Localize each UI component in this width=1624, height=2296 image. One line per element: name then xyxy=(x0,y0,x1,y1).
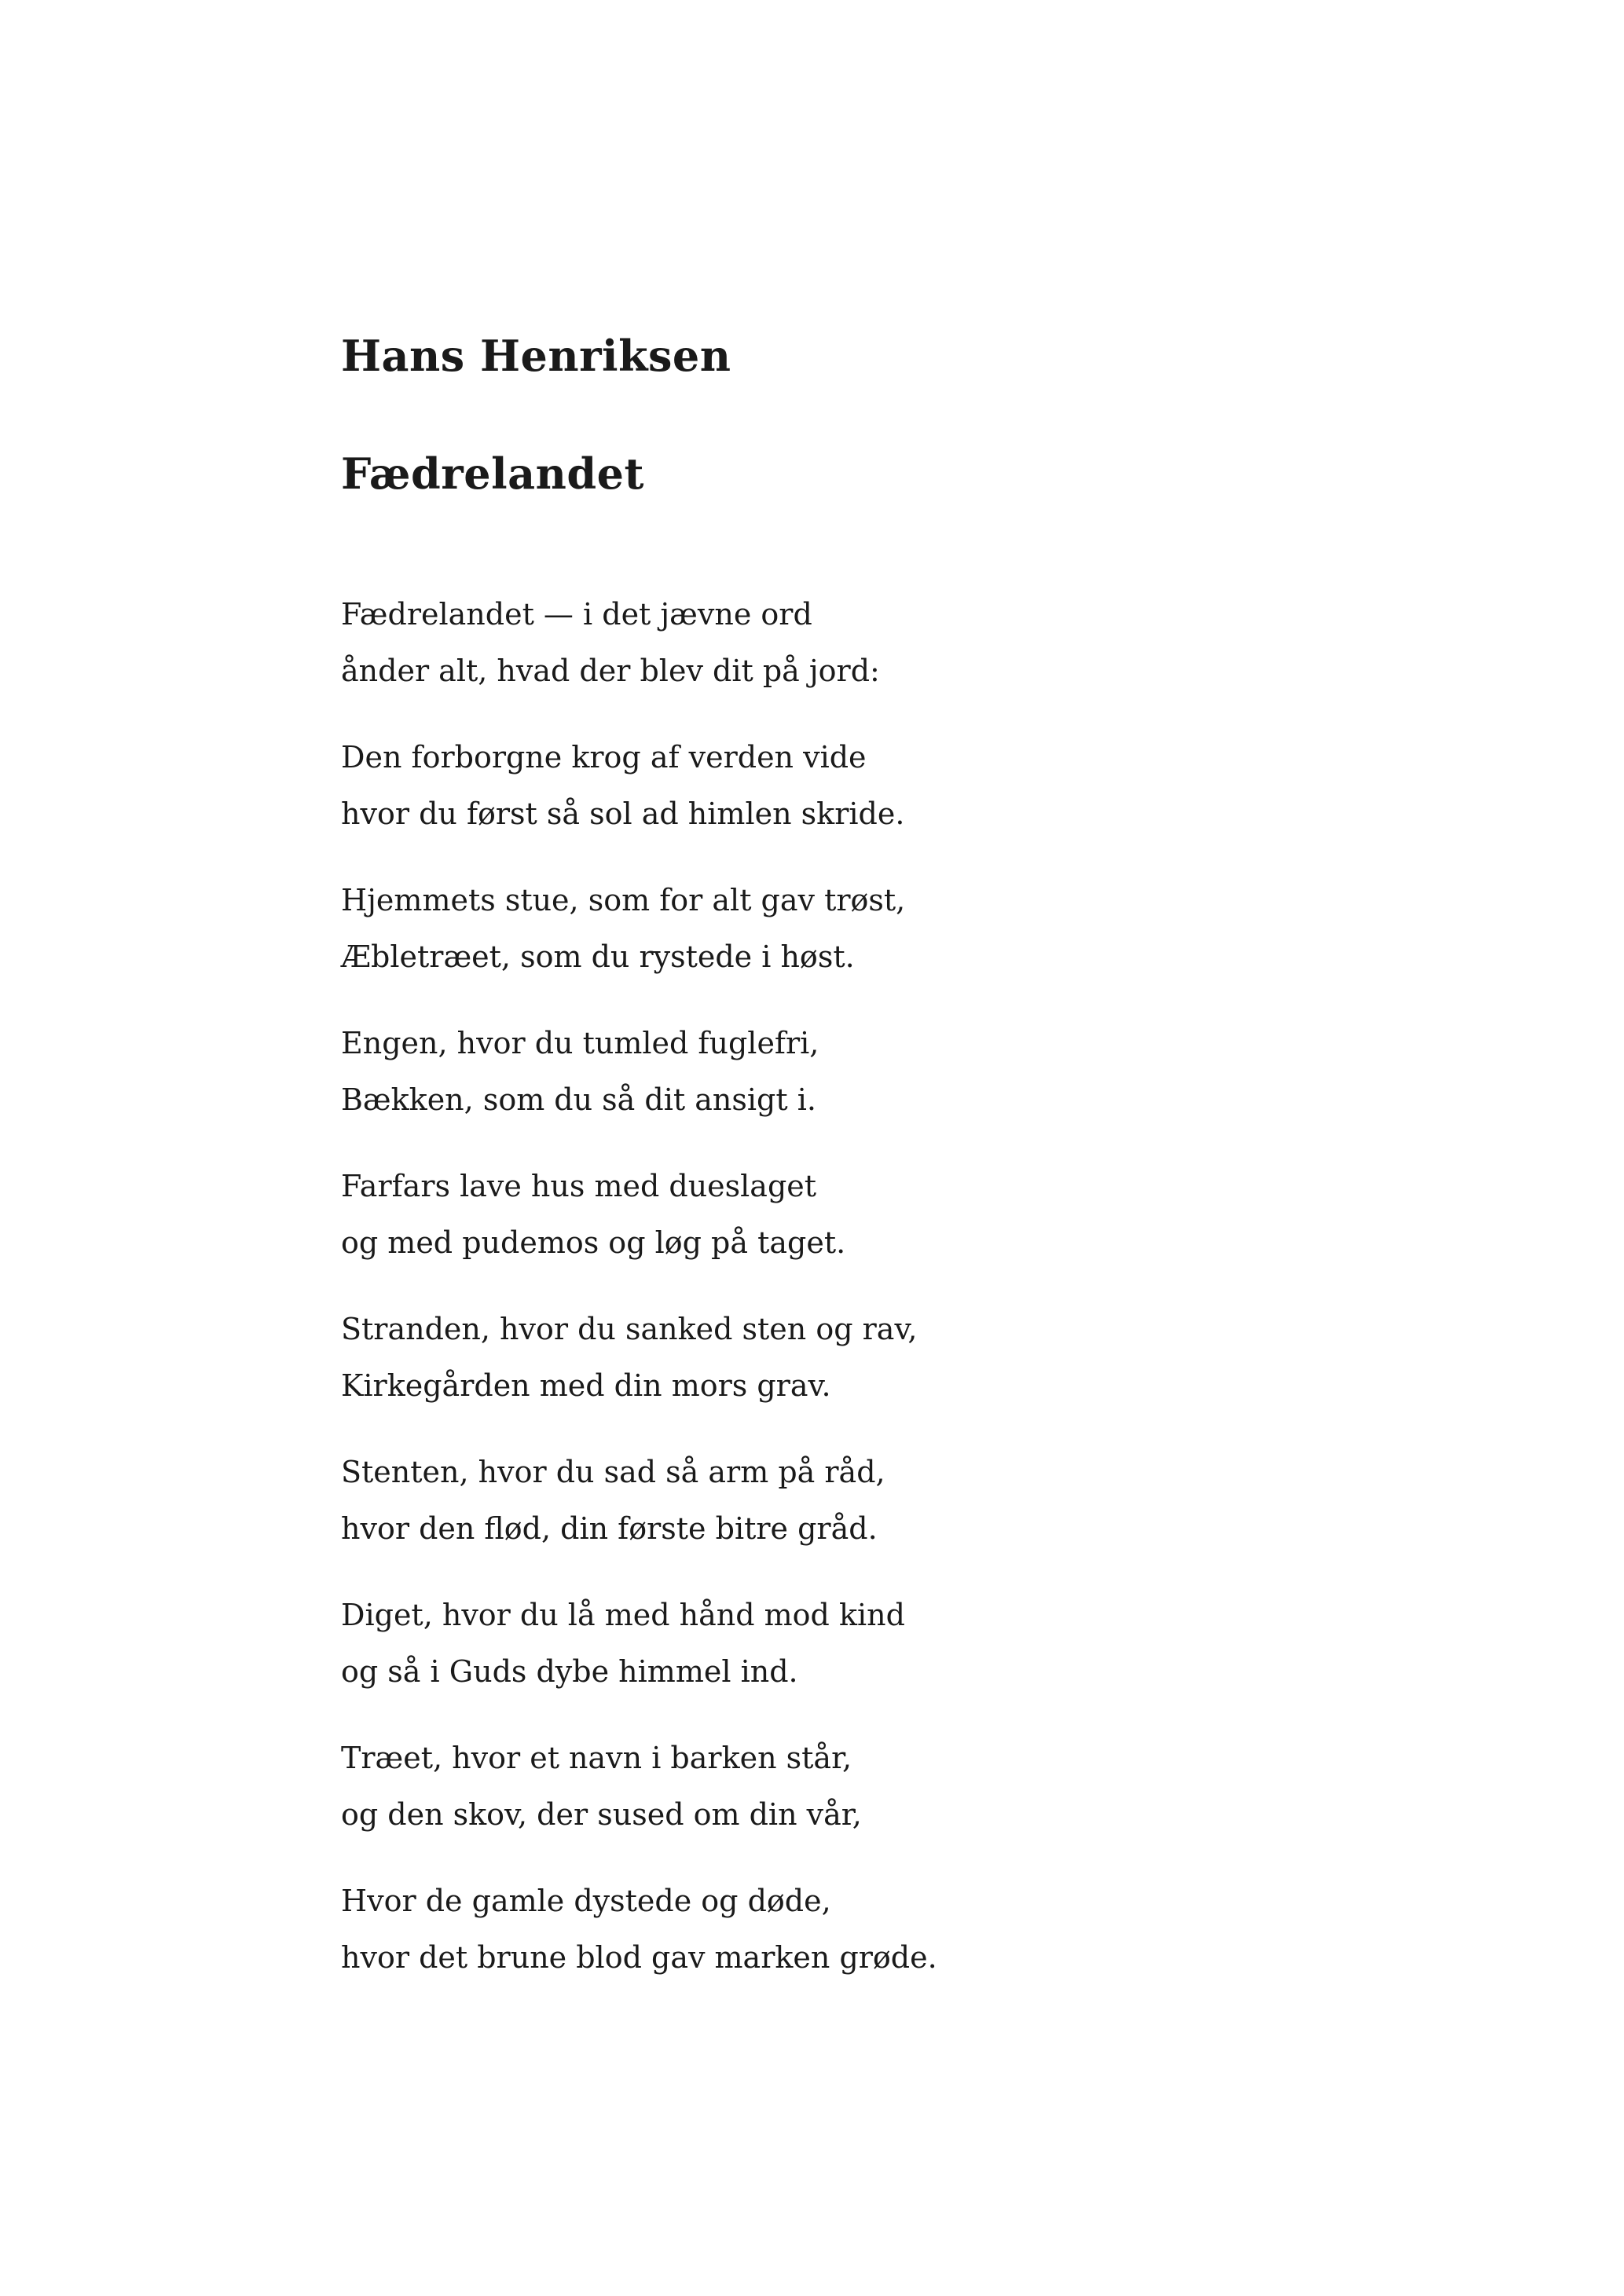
stanza xyxy=(341,729,1362,842)
poem-body xyxy=(341,586,1362,2016)
poem-line: og med pudemos og løg på taget. xyxy=(341,1225,846,1260)
poem-line: Stranden, hvor du sanked sten og rav, xyxy=(341,1312,918,1346)
poem-line: Farfars lave hus med dueslaget xyxy=(341,1169,817,1203)
poem-line: Diget, hvor du lå med hånd mod kind xyxy=(341,1598,905,1632)
poem-line: hvor du først så sol ad himlen skride. xyxy=(341,796,905,831)
author-heading: Hans Henriksen xyxy=(341,331,731,381)
stanza xyxy=(341,1587,1362,1700)
poem-line: Kirkegården med din mors grav. xyxy=(341,1368,831,1403)
stanza xyxy=(341,1444,1362,1557)
poem-line: Træet, hvor et navn i barken står, xyxy=(341,1741,852,1775)
poem-line: Engen, hvor du tumled fuglefri, xyxy=(341,1026,819,1060)
stanza xyxy=(341,586,1362,699)
poem-line: og den skov, der sused om din vår, xyxy=(341,1797,862,1832)
poem-line: Stenten, hvor du sad så arm på råd, xyxy=(341,1455,885,1489)
poem-line: Æbletræet, som du rystede i høst. xyxy=(341,939,855,974)
stanza xyxy=(341,1301,1362,1414)
poem-line: ånder alt, hvad der blev dit på jord: xyxy=(341,654,880,688)
poem-line: Hjemmets stue, som for alt gav trøst, xyxy=(341,883,906,917)
stanza xyxy=(341,872,1362,985)
stanza xyxy=(341,1015,1362,1128)
stanza xyxy=(341,1873,1362,1986)
stanza xyxy=(341,1158,1362,1271)
poem-line: hvor det brune blod gav marken grøde. xyxy=(341,1940,937,1975)
poem-title: Fædrelandet xyxy=(341,449,644,499)
poem-line: Bækken, som du så dit ansigt i. xyxy=(341,1082,816,1117)
stanza xyxy=(341,1730,1362,1843)
poem-line: Fædrelandet — i det jævne ord xyxy=(341,597,812,632)
poem-line: Hvor de gamle dystede og døde, xyxy=(341,1884,831,1918)
poem-line: og så i Guds dybe himmel ind. xyxy=(341,1654,798,1689)
poem-line: Den forborgne krog af verden vide xyxy=(341,740,867,774)
poem-line: hvor den flød, din første bitre gråd. xyxy=(341,1511,878,1546)
